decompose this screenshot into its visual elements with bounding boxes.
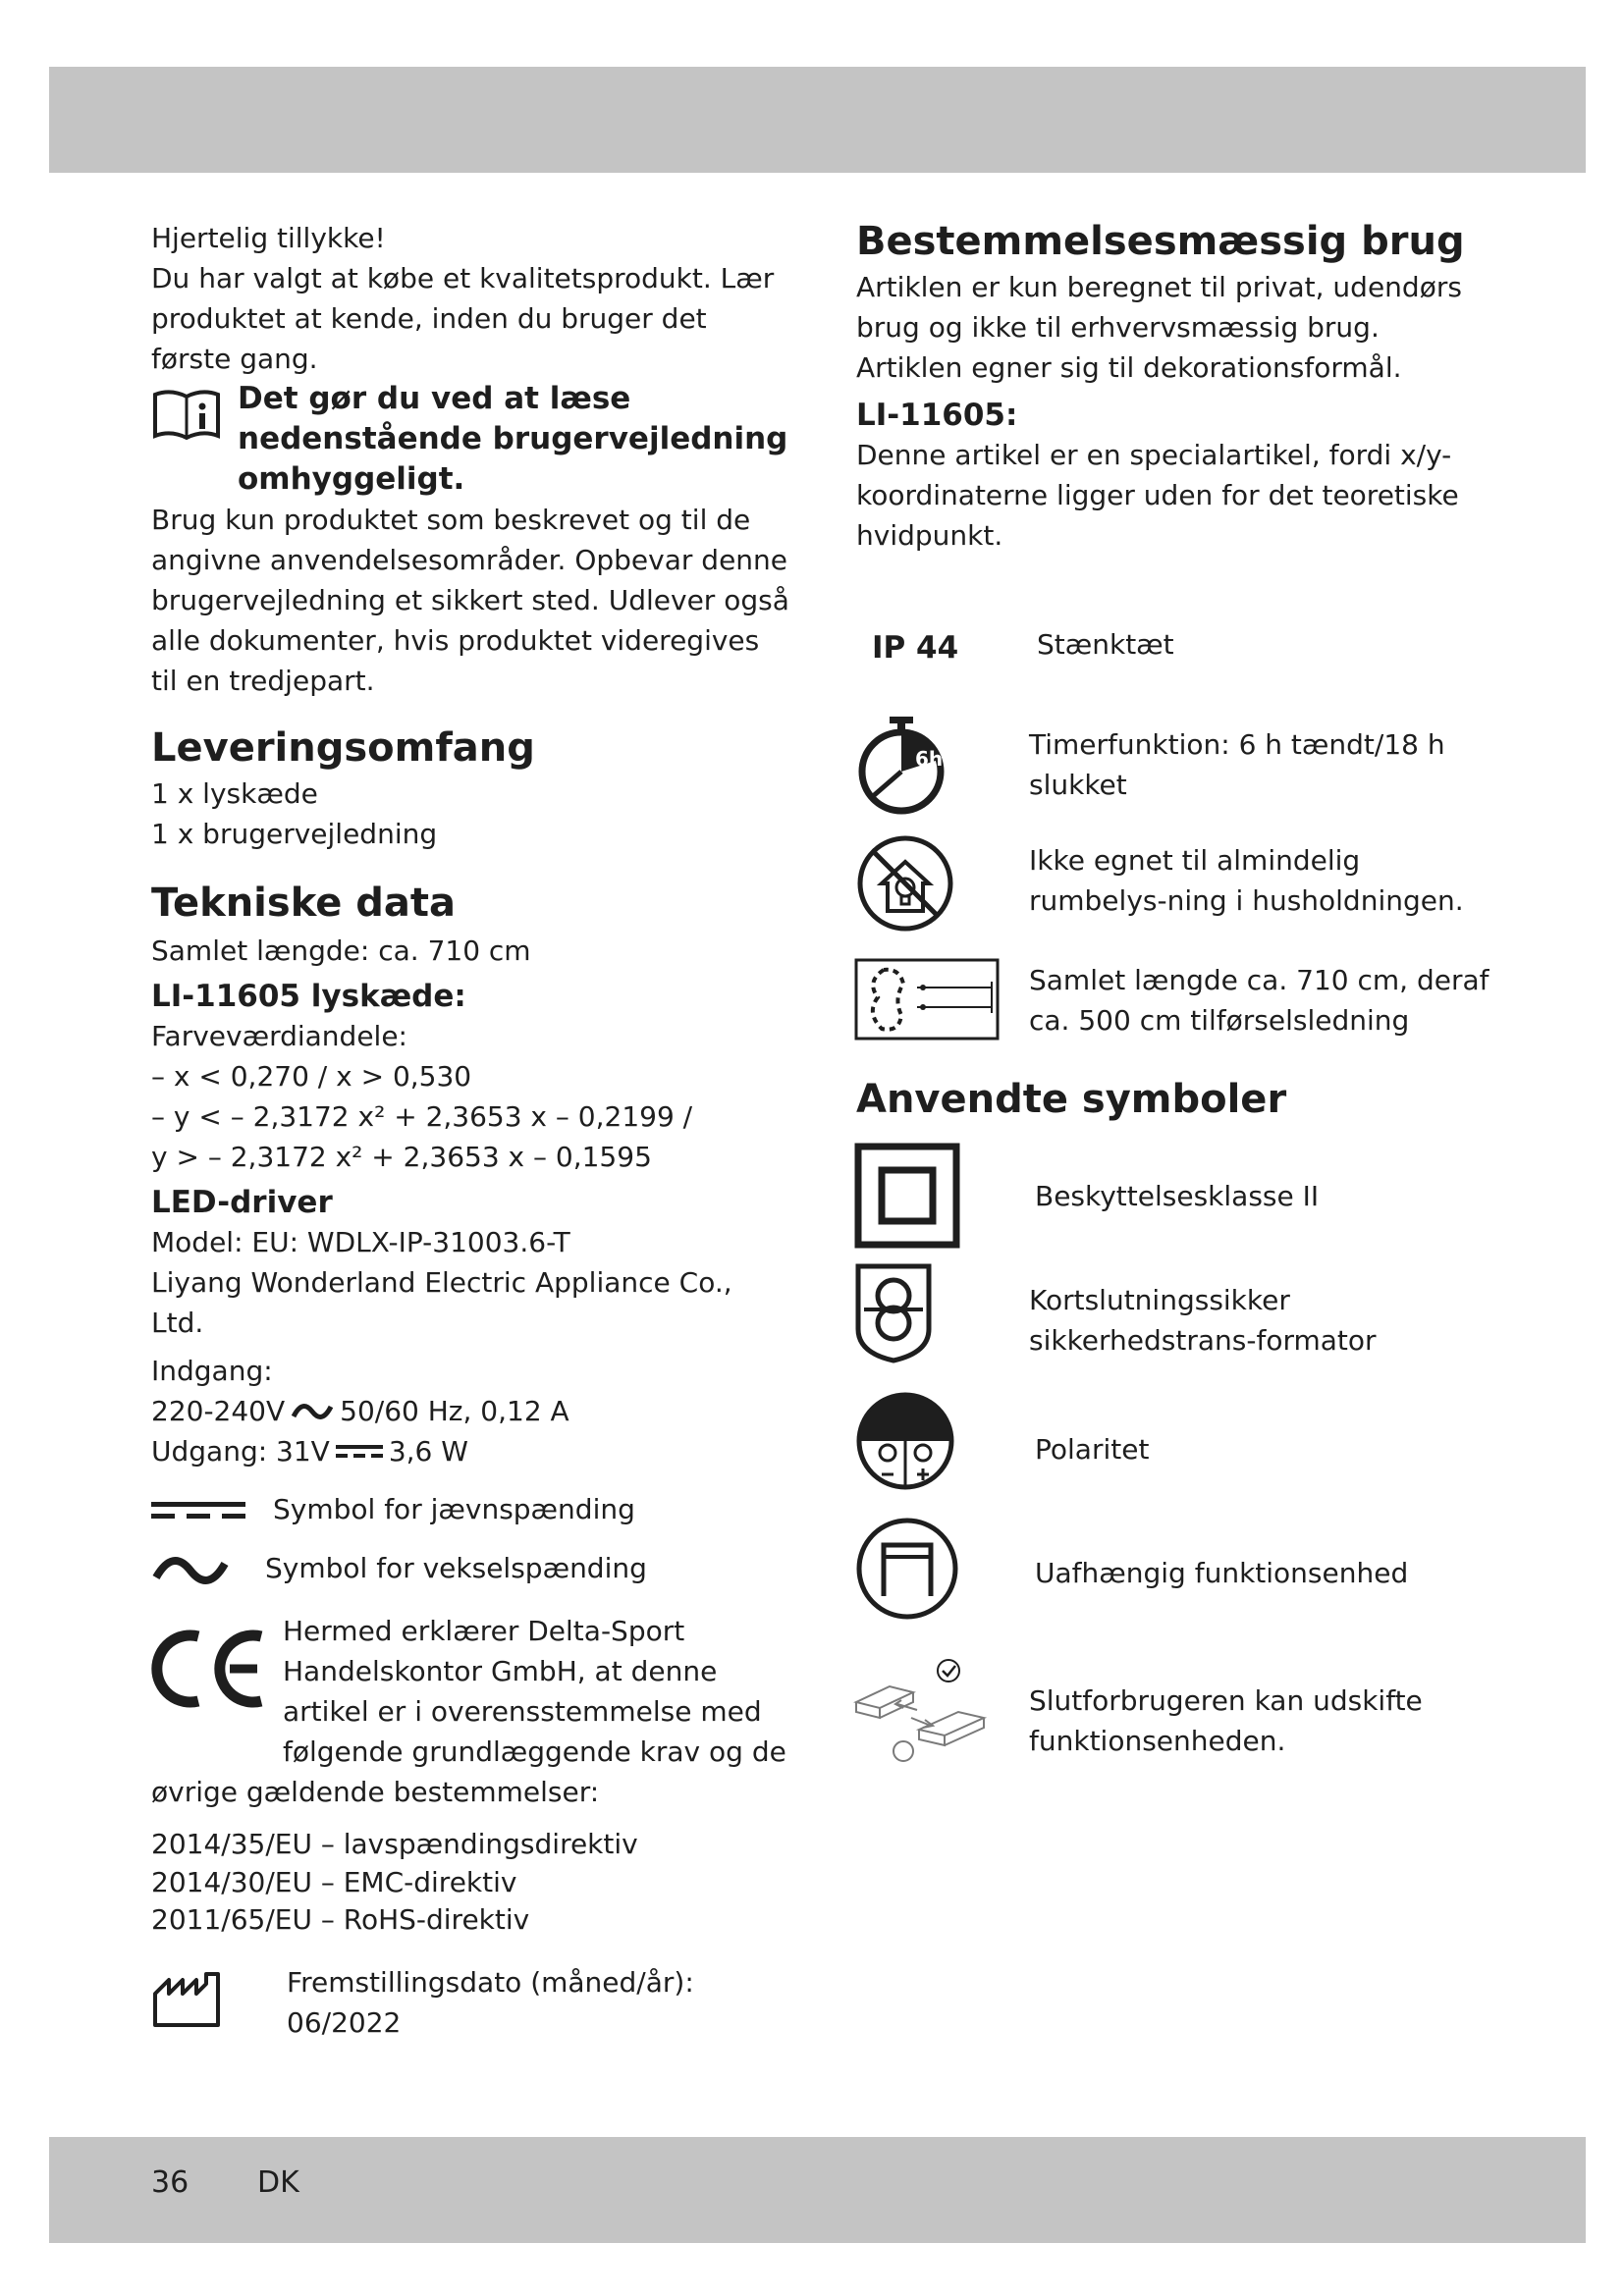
notice-text: Det gør du ved at læse nedenstående brugervejledning omhyggeligt. — [238, 381, 788, 497]
notice-block — [151, 379, 789, 500]
independent-unit-icon — [854, 1516, 960, 1622]
delivery-item: 1 x lyskæde — [151, 777, 318, 810]
manufacture-date: 06/2022 — [287, 2006, 402, 2039]
color-line: – y < – 2,3172 x² + 2,3653 x – 0,2199 / — [151, 1100, 693, 1133]
input-rest: 50/60 Hz, 0,12 A — [340, 1395, 569, 1427]
color-line: y > – 2,3172 x² + 2,3653 x – 0,1595 — [151, 1141, 652, 1173]
manufacture-row — [151, 1962, 789, 2051]
symbols-title: Anvendte symboler — [856, 1077, 1287, 1122]
transformer-text: Kortslutningssikker sikkerhedstrans-formator — [1029, 1284, 1377, 1357]
class-ii-icon — [854, 1143, 960, 1249]
left-column — [151, 218, 789, 2051]
delivery-title: Leveringsomfang — [151, 725, 535, 771]
chain-title: LI-11605 lyskæde: — [151, 979, 466, 1014]
input-voltage: 220-240V — [151, 1395, 286, 1427]
dc-symbol-row — [151, 1483, 789, 1538]
ac-symbol-icon — [151, 1550, 230, 1591]
usage-text: Brug kun produktet som beskrevet og til de angivne anvendelsesområder. Opbevar denne brugervejledning et sikkert sted. Udlever også alle dokumenter, hvis produktet videregives til en tredjepart. — [151, 504, 789, 697]
replaceable-text: Slutforbrugeren kan udskifte funktionsenheden. — [1029, 1684, 1423, 1757]
input-line — [151, 1391, 789, 1431]
safety-transformer-icon — [854, 1262, 933, 1364]
article-title: LI-11605: — [856, 398, 1018, 433]
output-label: Udgang: 31V — [151, 1435, 330, 1468]
delivery-item: 1 x brugervejledning — [151, 818, 438, 850]
ac-symbol-text: Symbol for vekselspænding — [265, 1552, 647, 1584]
book-info-icon — [151, 385, 222, 444]
input-label: Indgang: — [151, 1355, 273, 1387]
dc-symbol-icon — [151, 1499, 245, 1522]
length-feature-text: Samlet længde ca. 710 cm, deraf ca. 500 cm tilførselsledning — [1029, 964, 1489, 1037]
header-band — [49, 67, 1586, 173]
ce-mark-icon — [151, 1611, 283, 1733]
class-ii-text: Beskyttelsesklasse II — [1035, 1180, 1320, 1212]
directive-line: 2014/30/EU – EMC-direktiv — [151, 1866, 517, 1898]
intended-use-text: Artiklen er kun beregnet til privat, udendørs brug og ikke til erhvervsmæssig brug. Artiklen egner sig til dekorationsformål. — [856, 271, 1462, 384]
technical-title: Tekniske data — [151, 881, 457, 926]
replaceable-unit-icon — [850, 1657, 1019, 1775]
color-title: Farveværdiandele: — [151, 1020, 407, 1052]
output-line — [151, 1431, 789, 1471]
directive-line: 2011/65/EU – RoHS-direktiv — [151, 1903, 530, 1936]
driver-maker: Liyang Wonderland Electric Appliance Co., Ltd. — [151, 1266, 732, 1339]
intended-use-title: Bestemmelsesmæssig brug — [856, 219, 1465, 264]
ce-declaration: Hermed erklærer Delta-Sport Handelskontor GmbH, at denne artikel er i overensstemmelse med følgende grundlæggende krav og de øvrige gældende bestemmelser: — [151, 1615, 786, 1808]
dc-symbol-text: Symbol for jævnspænding — [273, 1493, 635, 1525]
article-text: Denne artikel er en specialartikel, fordi x/y-koordinaterne ligger uden for det teoretiske hvidpunkt. — [856, 439, 1459, 552]
output-rest: 3,6 W — [388, 1435, 468, 1468]
language-code: DK — [257, 2165, 299, 2200]
ip-text: Stænktæt — [1037, 628, 1174, 661]
no-household-lighting-icon — [854, 832, 956, 934]
dc-icon — [334, 1442, 385, 1462]
congrats-text: Hjertelig tillykke! — [151, 222, 386, 254]
ac-icon — [291, 1399, 334, 1424]
page-number: 36 — [151, 2165, 189, 2200]
polarity-icon — [854, 1390, 956, 1492]
timer-text: Timerfunktion: 6 h tændt/18 h slukket — [1029, 728, 1445, 801]
independent-text: Uafhængig funktionsenhed — [1035, 1557, 1409, 1589]
manufacture-label: Fremstillingsdato (måned/år): — [287, 1966, 694, 1999]
timer-icon — [854, 715, 948, 817]
ce-block — [151, 1611, 789, 1812]
ac-symbol-row — [151, 1542, 789, 1597]
manufacture-icon — [151, 1970, 222, 2029]
not-household-text: Ikke egnet til almindelig rumbelys-ning i husholdningen. — [1029, 844, 1464, 917]
ip-label: IP 44 — [872, 630, 959, 666]
right-column — [856, 218, 1485, 556]
color-line: – x < 0,270 / x > 0,530 — [151, 1060, 472, 1093]
timer-icon-label: 6h — [915, 747, 944, 771]
polarity-text: Polaritet — [1035, 1433, 1150, 1466]
driver-model: Model: EU: WDLX-IP-31003.6-T — [151, 1226, 570, 1258]
intro-text: Du har valgt at købe et kvalitetsprodukt. Lær produktet at kende, inden du bruger det første gang. — [151, 262, 775, 375]
cable-length-icon — [854, 958, 1000, 1041]
total-length-text: Samlet længde: ca. 710 cm — [151, 934, 531, 967]
directive-line: 2014/35/EU – lavspændingsdirektiv — [151, 1828, 638, 1860]
driver-title: LED-driver — [151, 1185, 333, 1220]
